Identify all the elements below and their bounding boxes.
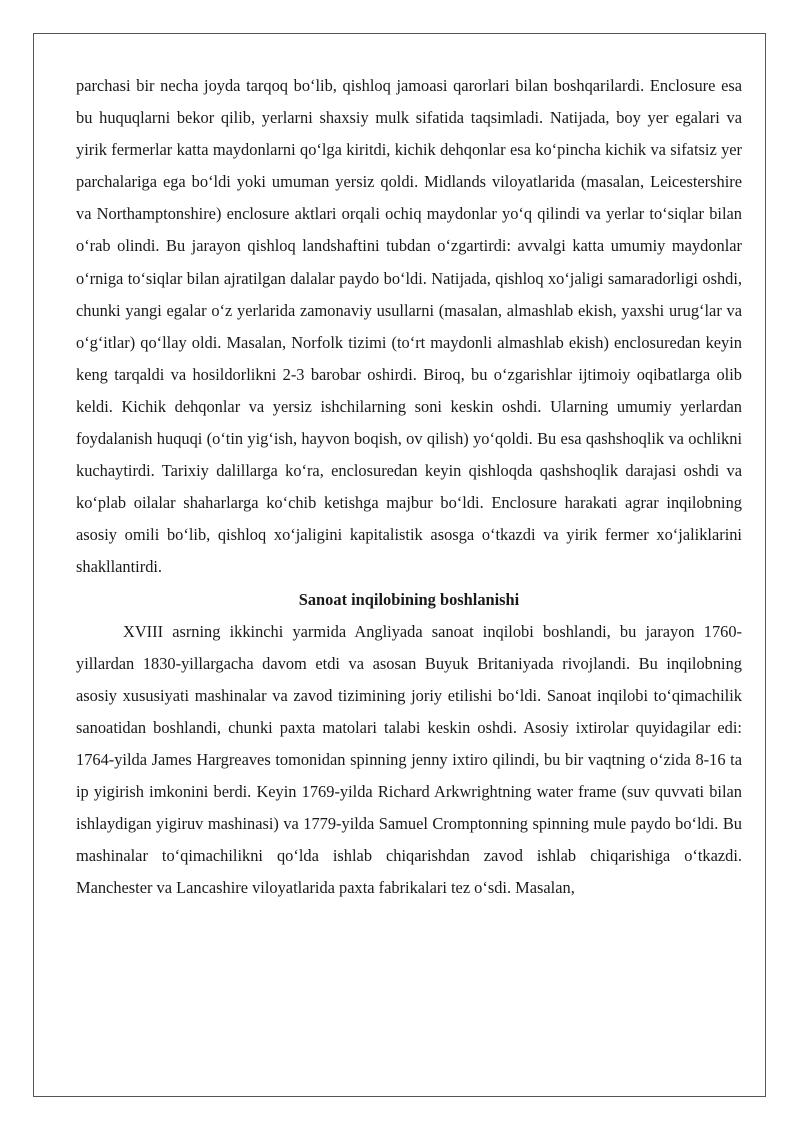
paragraph-enclosure: parchasi bir necha joyda tarqoq bo‘lib, qishloq jamoasi qarorlari bilan boshqarilardi. Enclosure esa bu huquqlarni bekor qilib, yerlarni shaxsiy mulk sifatida taqsimladi. Natijada, boy yer egalari va yirik fermerlar katta maydonlarni qo‘lga kiritdi, kichik dehqonlar esa ko‘pincha kichik va sifatsiz yer parchalariga ega bo‘ldi yoki umuman yersiz qoldi. Midlands viloyatlarida (masalan, Leicestershire va Northamptonshire) enclosure aktlari orqali ochiq maydonlar yo‘q qilindi va yerlar to‘siqlar bilan o‘rab olindi. Bu jarayon qishloq landshaftini tubdan o‘zgartirdi: avvalgi katta umumiy maydonlar o‘rniga to‘siqlar bilan ajratilgan dalalar paydo bo‘ldi. Natijada, qishloq xo‘jaligi samaradorligi oshdi, chunki yangi egalar o‘z yerlarida zamonaviy usullarni (masalan, almashlab ekish, yaxshi urug‘lar va o‘g‘itlar) qo‘llay oldi. Masalan, Norfolk tizimi (to‘rt maydonli almashlab ekish) enclosuredan keyin keng tarqaldi va hosildorlikni 2-3 barobar oshirdi. Biroq, bu o‘zgarishlar ijtimoiy oqibatlarga olib keldi. Kichik dehqonlar va yersiz ishchilarning soni keskin oshdi. Ularning umumiy yerlardan foydalanish huquqi (o‘tin yig‘ish, hayvon boqish, ov qilish) yo‘qoldi. Bu esa qashshoqlik va ochlikni kuchaytirdi. Tarixiy dalillarga ko‘ra, enclosuredan keyin qishloqda qashshoqlik darajasi oshdi va ko‘plab oilalar shaharlarga ko‘chib ketishga majbur bo‘ldi. Enclosure harakati agrar inqilobning asosiy omili bo‘lib, qishloq xo‘jaligini kapitalistik asosga o‘tkazdi va yirik fermer xo‘jaliklarini shakllantirdi.	[76, 76, 742, 577]
document-body	[76, 70, 742, 904]
paragraph-industrial-revolution: XVIII asrning ikkinchi yarmida Angliyada sanoat inqilobi boshlandi, bu jarayon 1760-yillardan 1830-yillargacha davom etdi va asosan Buyuk Britaniyada rivojlandi. Bu inqilobning asosiy xususiyati mashinalar va zavod tizimining joriy etilishi bo‘ldi. Sanoat inqilobi to‘qimachilik sanoatidan boshlandi, chunki paxta matolari talabi keskin oshdi. Asosiy ixtirolar quyidagilar edi: 1764-yilda James Hargreaves tomonidan spinning jenny ixtiro qilindi, bu bir vaqtning o‘zida 8-16 ta ip yigirish imkonini berdi. Keyin 1769-yilda Richard Arkwrightning water frame (suv quvvati bilan ishlaydigan yigiruv mashinasi) va 1779-yilda Samuel Cromptonning spinning mule paydo bo‘ldi. Bu mashinalar to‘qimachilikni qo‘lda ishlab chiqarishdan zavod ishlab chiqarishiga o‘tkazdi. Manchester va Lancashire viloyatlarida paxta fabrikalari tez o‘sdi. Masalan,	[76, 621, 742, 898]
section-heading: Sanoat inqilobining boshlanishi	[298, 589, 520, 609]
